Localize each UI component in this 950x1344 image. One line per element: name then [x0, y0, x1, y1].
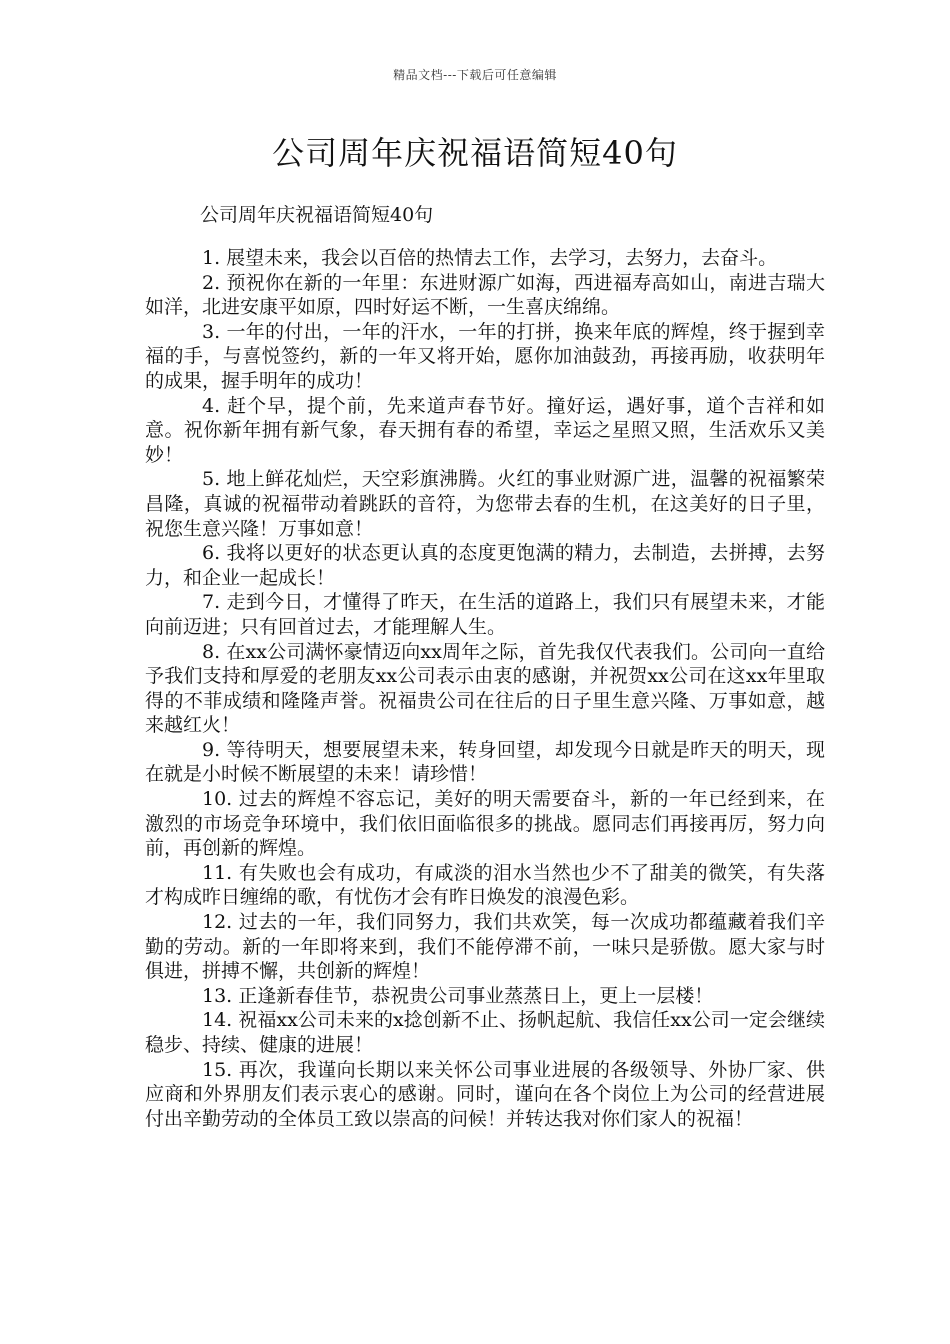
paragraph-10: 10. 过去的辉煌不容忘记，美好的明天需要奋斗，新的一年已经到来，在激烈的市场竞争环境中，我们依旧面临很多的挑战。愿同志们再接再厉，努力向前，再创新的辉煌。	[145, 788, 825, 860]
paragraph-8: 8. 在xx公司满怀豪情迈向xx周年之际，首先我仅代表我们。公司向一直给予我们支持和厚爱的老朋友xx公司表示由衷的感谢，并祝贺xx公司在这xx年里取得的不菲成绩和隆隆声誉。祝福贵公司在往后的日子里生意兴隆、万事如意，越来越红火！	[145, 640, 825, 737]
paragraph-12: 12. 过去的一年，我们同努力，我们共欢笑，每一次成功都蕴藏着我们辛勤的劳动。新的一年即将来到，我们不能停滞不前，一味只是骄傲。愿大家与时俱进，拼搏不懈，共创新的辉煌！	[145, 911, 825, 983]
paragraph-3: 3. 一年的付出，一年的汗水，一年的打拼，换来年底的辉煌，终于握到幸福的手，与喜悦签约，新的一年又将开始，愿你加油鼓劲，再接再励，收获明年的成果，握手明年的成功！	[145, 320, 825, 392]
paragraph-5: 5. 地上鲜花灿烂，天空彩旗沸腾。火红的事业财源广进，温馨的祝福繁荣昌隆，真诚的祝福带动着跳跃的音符，为您带去春的生机，在这美好的日子里，祝您生意兴隆！万事如意！	[145, 468, 825, 540]
paragraph-15: 15. 再次，我谨向长期以来关怀公司事业进展的各级领导、外协厂家、供应商和外界朋友们表示衷心的感谢。同时，谨向在各个岗位上为公司的经营进展付出辛勤劳动的全体员工致以崇高的问候！并转达我对你们家人的祝福！	[145, 1058, 825, 1130]
paragraph-14: 14. 祝福xx公司未来的x捻创新不止、扬帆起航、我信任xx公司一定会继续稳步、持续、健康的进展！	[145, 1009, 825, 1056]
paragraph-2: 2. 预祝你在新的一年里：东进财源广如海，西进福寿高如山，南进吉瑞大如洋，北进安康平如原，四时好运不断，一生喜庆绵绵。	[145, 271, 825, 319]
document-body	[145, 246, 825, 1131]
document-title: 公司周年庆祝福语简短40句	[272, 134, 678, 172]
paragraph-4: 4. 赶个早，提个前，先来道声春节好。撞好运，遇好事，道个吉祥和如意。祝你新年拥有新气象，春天拥有春的希望，幸运之星照又照，生活欢乐又美妙！	[145, 394, 825, 466]
paragraph-11: 11. 有失败也会有成功，有咸淡的泪水当然也少不了甜美的微笑，有失落才构成昨日缠绵的歌，有忧伤才会有昨日焕发的浪漫色彩。	[145, 861, 825, 909]
header-note: 精品文档---下载后可任意编辑	[393, 68, 557, 82]
paragraph-13: 13. 正逢新春佳节，恭祝贵公司事业蒸蒸日上，更上一层楼！	[202, 984, 714, 1007]
paragraph-7: 7. 走到今日，才懂得了昨天，在生活的道路上，我们只有展望未来，才能向前迈进；只有回首过去，才能理解人生。	[145, 591, 825, 638]
paragraph-9: 9. 等待明天，想要展望未来，转身回望，却发现今日就是昨天的明天，现在就是小时候不断展望的未来！请珍惜！	[145, 738, 825, 786]
document-subtitle: 公司周年庆祝福语简短40句	[200, 204, 434, 226]
paragraph-1: 1. 展望未来，我会以百倍的热情去工作，去学习，去努力，去奋斗。	[202, 247, 778, 269]
paragraph-6: 6. 我将以更好的状态更认真的态度更饱满的精力，去制造，去拼搏，去努力，和企业一起成长！	[145, 542, 825, 589]
